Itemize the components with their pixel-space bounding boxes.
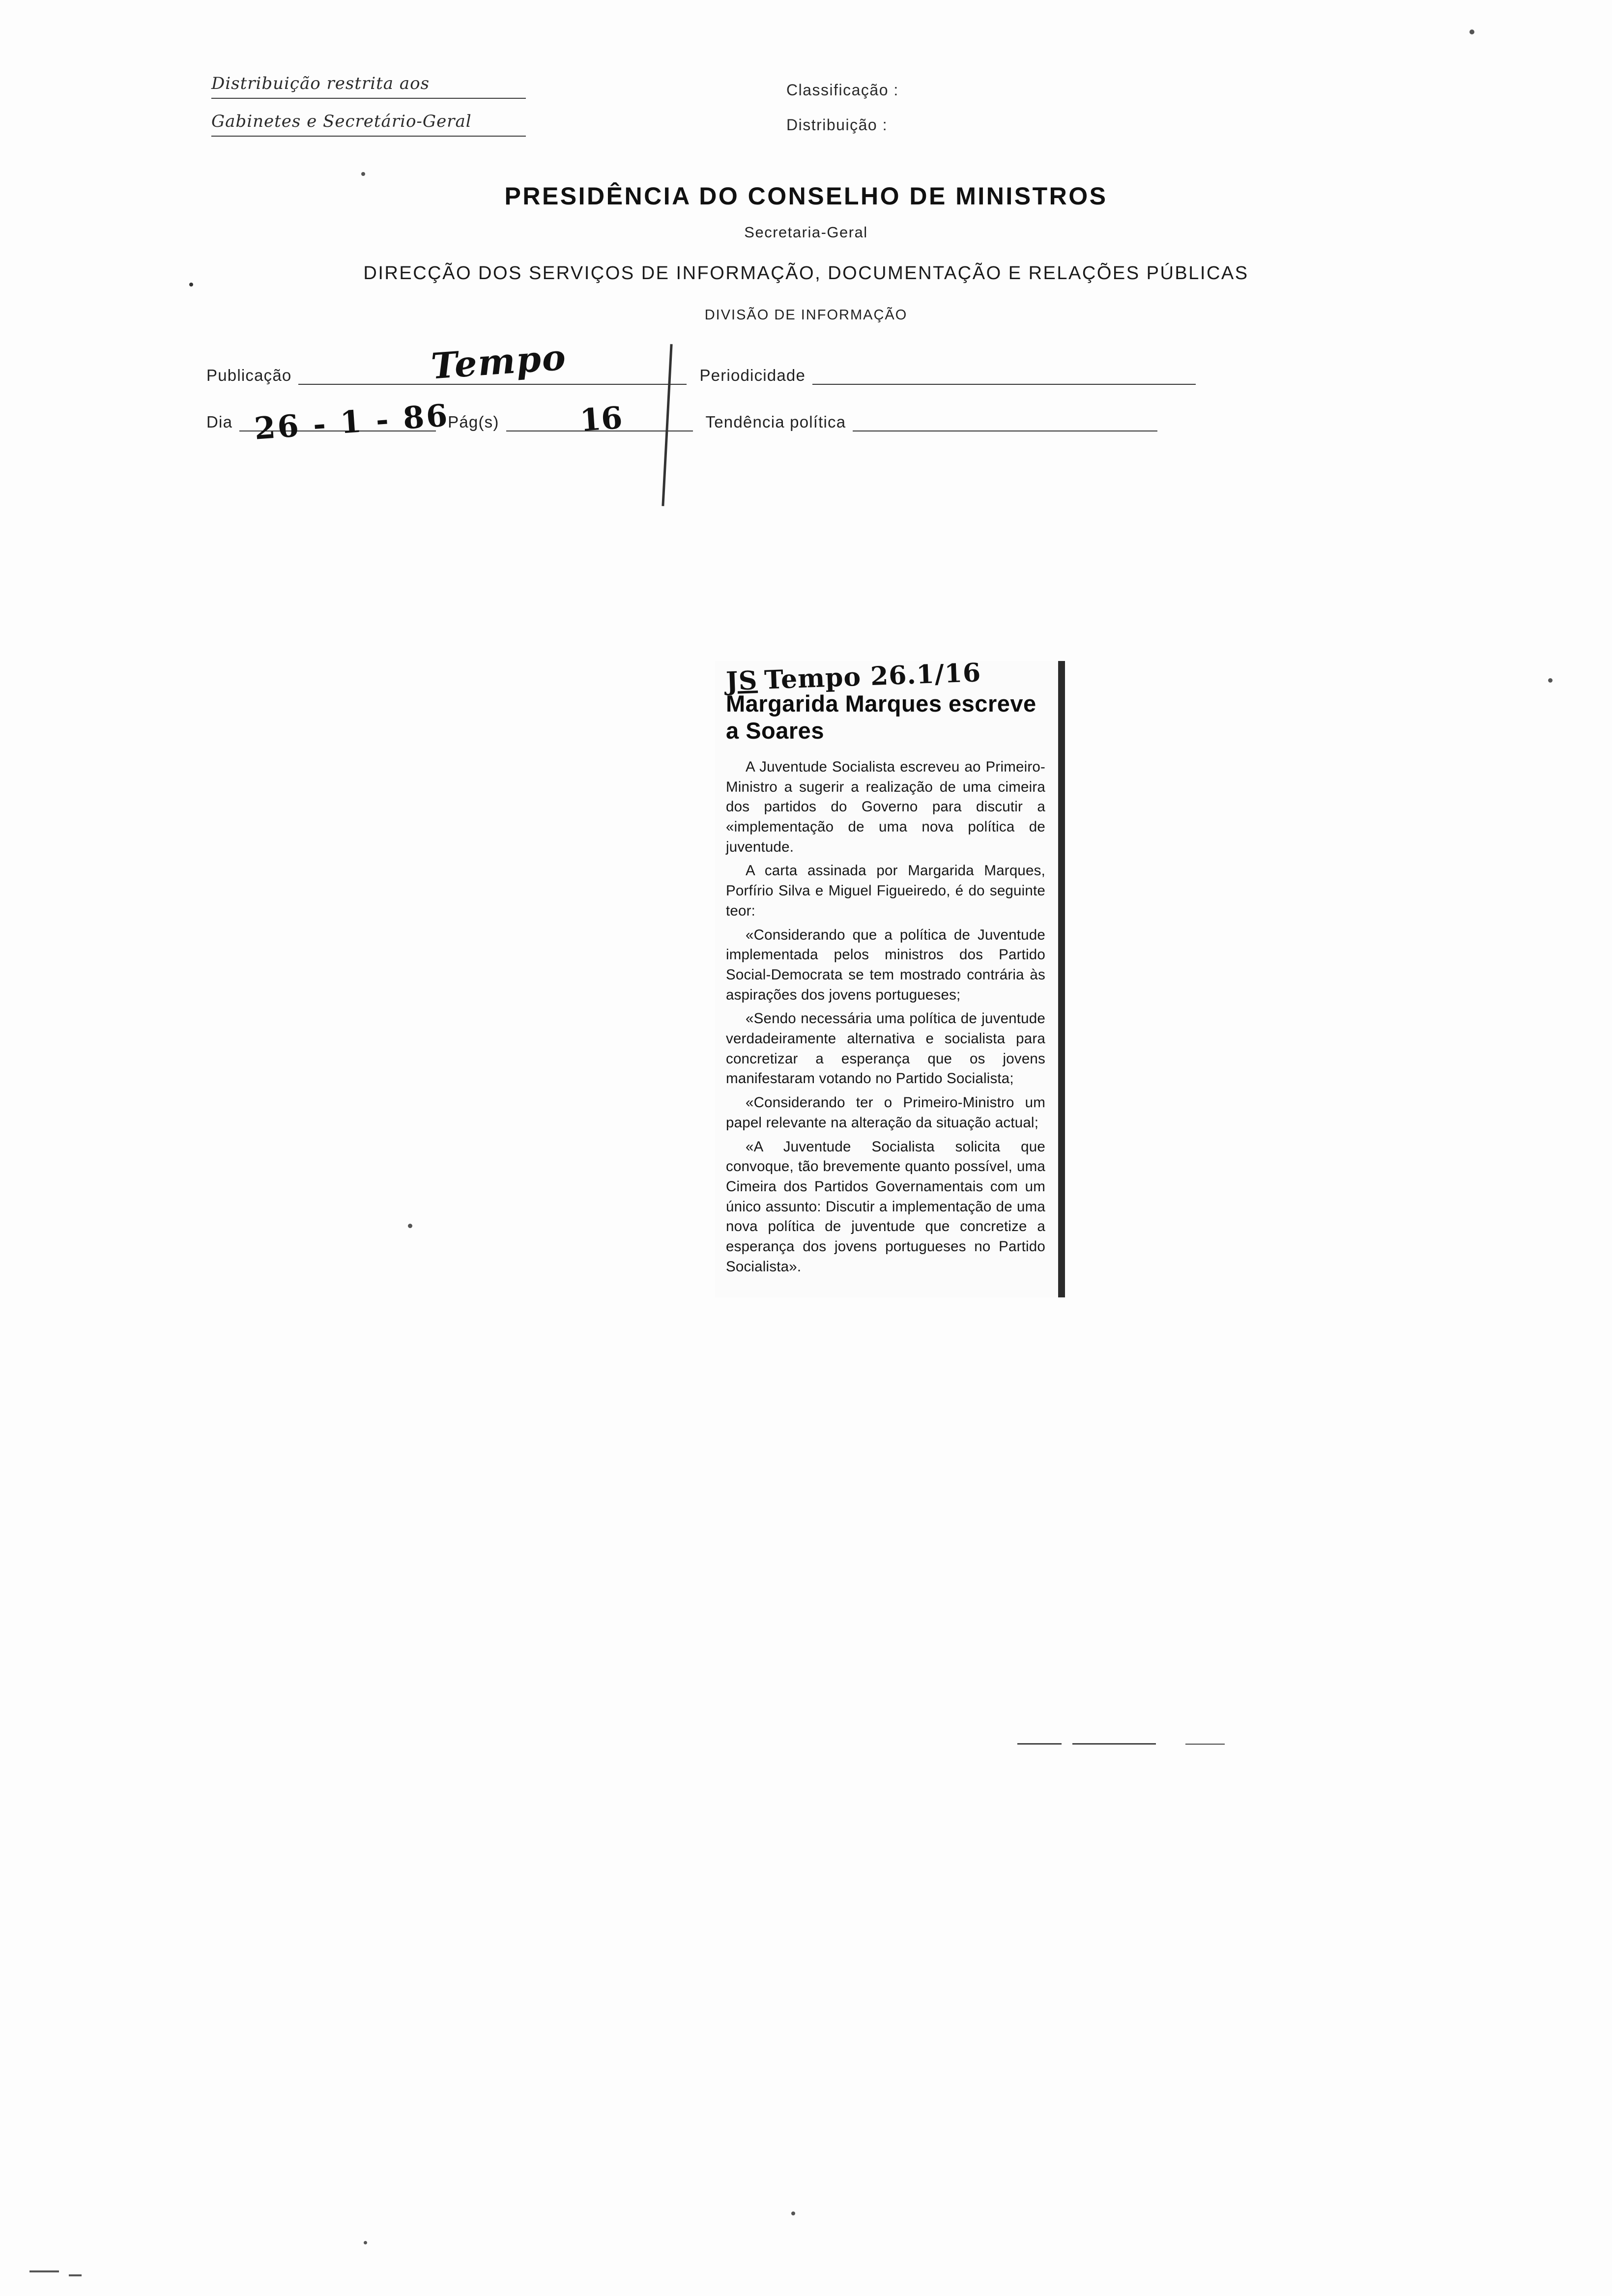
distribution-restriction-block (211, 74, 526, 149)
clipping-paragraph: «Considerando que a política de Juventude implementada pelos ministros dos Partido Social-Democrata se tem mostrado contrária às aspirações dos jovens portugueses; (726, 926, 1045, 1003)
scan-speck (791, 2211, 795, 2215)
scan-speck (1469, 29, 1474, 34)
pags-value: 16 (578, 400, 624, 438)
publicacao-label: Publicação (206, 366, 292, 384)
clipping-paragraph: «Sendo necessária uma política de juventude verdadeiramente alternativa e socialista para concretizar a esperança que os jovens manifestaram votando no Partido Socialista; (726, 1010, 1045, 1087)
organisation-division: DIVISÃO DE INFORMAÇÃO (704, 307, 908, 323)
dia-value: 26 - 1 - 86 (253, 397, 451, 447)
scan-speck (364, 2241, 367, 2244)
rule-segment (1185, 1744, 1225, 1745)
periodicidade-label: Periodicidade (699, 366, 806, 384)
publicacao-value: Tempo (430, 336, 568, 387)
pags-label: Pág(s) (448, 413, 499, 431)
scan-speck (361, 172, 365, 176)
clipping-mark-js: JS (725, 665, 758, 697)
distribution-restriction-line-1: Distribuição restrita aos (211, 74, 526, 99)
clipping-paragraph: «A Juventude Socialista solicita que convoque, tão brevemente quanto possível, uma Cimeira dos Partidos Governamentais com um único assunto: Discutir a implementação de uma nova política de juventude que concretize a esperança dos jovens portugueses no Partido Socialista». (726, 1138, 1045, 1275)
organisation-subtitle: Secretaria-Geral (744, 224, 868, 241)
scan-speck (408, 1224, 412, 1228)
organisation-department: DIRECÇÃO DOS SERVIÇOS DE INFORMAÇÃO, DOCUMENTAÇÃO E RELAÇÕES PÚBLICAS (363, 263, 1249, 284)
classification-block (786, 81, 899, 151)
organisation-title: PRESIDÊNCIA DO CONSELHO DE MINISTROS (504, 182, 1108, 210)
clipping-paragraph: A carta assinada por Margarida Marques, Porfírio Silva e Miguel Figueiredo, é do seguinte teor: (726, 862, 1045, 919)
newspaper-clipping (715, 658, 1065, 1297)
distribution-label: Distribuição : (786, 116, 888, 134)
tendencia-input[interactable] (853, 408, 1157, 431)
form-row-dia (206, 397, 1157, 447)
rule-segment (1072, 1743, 1156, 1745)
dia-input[interactable] (239, 397, 451, 447)
clipping-paragraph: «Considerando ter o Primeiro-Ministro um papel relevante na alteração da situação actual; (726, 1094, 1045, 1131)
rule-segment (1017, 1743, 1062, 1745)
periodicidade-input[interactable] (812, 361, 1196, 385)
clipping-paragraph: A Juventude Socialista escreveu ao Primeiro-Ministro a sugerir a realização de uma cimeira dos partidos do Governo para discutir a «implementação de uma nova política de juventude. (726, 758, 1045, 855)
dia-label: Dia (206, 413, 233, 431)
scan-speck (69, 2274, 82, 2276)
tendencia-label: Tendência política (705, 413, 846, 431)
publicacao-input[interactable] (298, 336, 687, 387)
clipping-headline: Margarida Marques escreve a Soares (726, 690, 1036, 744)
pags-input[interactable] (506, 400, 693, 438)
form-row-publicacao (206, 336, 1196, 387)
clipping-bottom-rules (1017, 1740, 1234, 1749)
scan-speck (1548, 678, 1553, 683)
clipping-mark-ref: Tempo 26.1/16 (764, 658, 982, 695)
scan-speck (29, 2270, 59, 2272)
distribution-restriction-line-2: Gabinetes e Secretário-Geral (211, 112, 526, 137)
classification-label: Classificação : (786, 81, 899, 99)
